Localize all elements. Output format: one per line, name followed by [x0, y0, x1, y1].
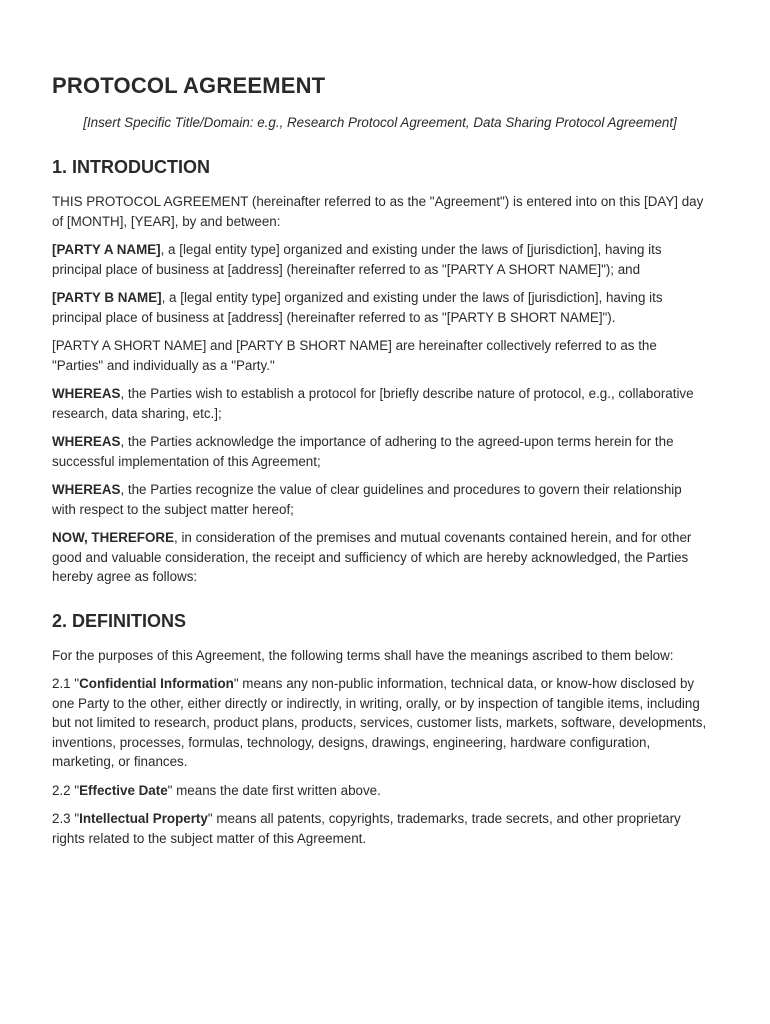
party-b-name: [PARTY B NAME]: [52, 290, 162, 305]
whereas-paragraph-2: [52, 432, 708, 471]
whereas-paragraph-1: [52, 384, 708, 423]
therefore-text: , in consideration of the premises and mutual covenants contained herein, and for other good and valuable consideration, the receipt and sufficiency of which are hereby acknowledged, the Parties hereby agree as follows:: [52, 530, 692, 584]
definition-text: " means all patents, copyrights, trademarks, trade secrets, and other proprietary rights related to the subject matter of this Agreement.: [52, 811, 681, 846]
section-heading-definitions: 2. DEFINITIONS: [52, 610, 187, 631]
document-subtitle: [Insert Specific Title/Domain: e.g., Research Protocol Agreement, Data Sharing Protocol Agreement]: [83, 115, 677, 130]
intro-paragraph: THIS PROTOCOL AGREEMENT (hereinafter referred to as the "Agreement") is entered into on this [DAY] day of [MONTH], [YEAR], by and between:: [52, 194, 704, 229]
definition-prefix: 2.2 ": [52, 782, 80, 798]
party-a-name: [PARTY A NAME]: [52, 242, 161, 257]
whereas-text: , the Parties acknowledge the importance of adhering to the agreed-upon terms herein for the successful implementation of this Agreement;: [52, 434, 674, 469]
whereas-text: , the Parties recognize the value of clear guidelines and procedures to govern their relationship with respect to the subject matter hereof;: [52, 482, 682, 517]
section-heading-introduction: 1. INTRODUCTION: [52, 157, 211, 177]
document-title: PROTOCOL AGREEMENT: [52, 73, 326, 98]
definition-prefix: 2.1 ": [52, 676, 80, 691]
definition-text: " means any non-public information, technical data, or know-how disclosed by one Party to the other, either directly or indirectly, in writing, orally, or by inspection of tangible items, including but not limited to research, product plans, products, services, customer lists, markets, software, developments, inventions, processes, formulas, technology, designs, drawings, engineering, hardware configuration, marketing, or finances.: [52, 676, 707, 769]
party-a-text: , a [legal entity type] organized and existing under the laws of [jurisdiction], having its principal place of business at [address] (hereinafter referred to as "[PARTY A SHORT NAME]"); and: [52, 242, 662, 277]
definition-confidential-information: [52, 674, 708, 772]
whereas-text: , the Parties wish to establish a protocol for [briefly describe nature of protocol, e.g., collaborative research, data sharing, etc.];: [52, 386, 694, 421]
party-b-paragraph: [52, 288, 708, 327]
whereas-label: WHEREAS: [52, 434, 121, 449]
whereas-label: WHEREAS: [52, 482, 121, 497]
whereas-label: WHEREAS: [52, 386, 121, 401]
definition-term: Intellectual Property: [79, 811, 208, 826]
therefore-label: NOW, THEREFORE: [52, 530, 175, 545]
definition-prefix: 2.3 ": [52, 811, 80, 826]
definition-term: Confidential Information: [79, 676, 234, 691]
definition-intellectual-property: [52, 809, 708, 848]
whereas-paragraph-3: [52, 480, 708, 519]
collective-paragraph: [PARTY A SHORT NAME] and [PARTY B SHORT NAME] are hereinafter collectively referred to as the "Parties" and individually as a "Party.": [52, 338, 657, 373]
definition-text: " means the date first written above.: [167, 782, 381, 798]
party-a-paragraph: [52, 240, 708, 279]
therefore-paragraph: [52, 528, 708, 587]
party-b-text: , a [legal entity type] organized and existing under the laws of [jurisdiction], having its principal place of business at [address] (hereinafter referred to as "[PARTY B SHORT NAME]").: [52, 290, 663, 325]
definitions-intro: For the purposes of this Agreement, the following terms shall have the meanings ascribed to them below:: [52, 647, 674, 663]
definition-term: Effective Date: [79, 782, 168, 798]
definition-effective-date: [52, 781, 708, 801]
